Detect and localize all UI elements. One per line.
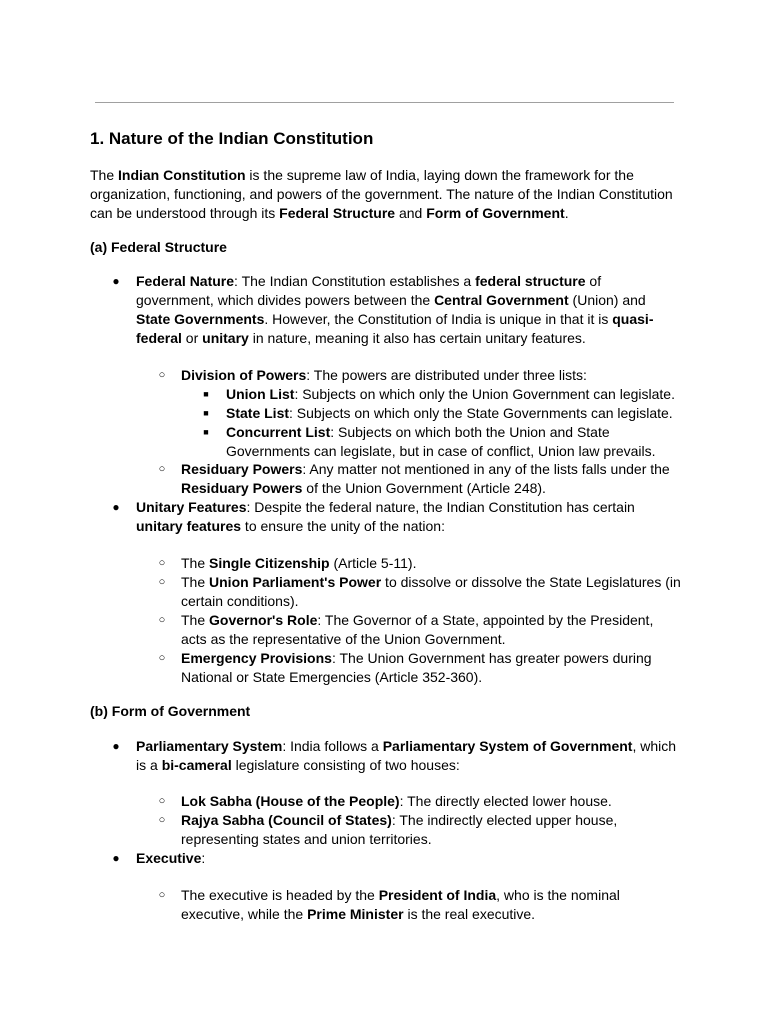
circle-marker: ○ bbox=[158, 614, 166, 626]
item-text: to dissolve or dissolve the State Legislatures (in certain conditions). bbox=[181, 574, 681, 609]
circle-marker: ○ bbox=[158, 652, 166, 664]
item-bold: bi-cameral bbox=[161, 757, 232, 773]
intro-bold: Form of Government bbox=[426, 205, 565, 221]
item-text: The executive is headed by the bbox=[181, 887, 379, 903]
list-item-parliament-power bbox=[181, 573, 681, 611]
list-item-residuary-powers bbox=[181, 460, 681, 498]
circle-marker: ○ bbox=[158, 557, 166, 569]
list-item-lok-sabha bbox=[181, 792, 681, 811]
item-text: : Any matter not mentioned in any of the lists falls under the bbox=[302, 461, 670, 477]
list-item-federal-nature bbox=[136, 272, 681, 348]
item-text: : Subjects on which only the Union Government can legislate. bbox=[294, 386, 675, 402]
item-bold: Emergency Provisions bbox=[181, 650, 332, 666]
item-bold: President of India bbox=[378, 887, 497, 903]
item-bold: Lok Sabha (House of the People) bbox=[181, 793, 400, 809]
intro-bold: Indian Constitution bbox=[118, 167, 246, 183]
list-item-single-citizenship bbox=[181, 554, 681, 573]
item-bold: Residuary Powers bbox=[181, 461, 303, 477]
item-bold: Parliamentary System of Government bbox=[382, 738, 633, 754]
item-text: in nature, meaning it also has certain unitary features. bbox=[248, 330, 586, 346]
list-item-division-of-powers bbox=[181, 366, 681, 385]
item-bold: unitary bbox=[202, 330, 249, 346]
circle-marker: ○ bbox=[158, 889, 166, 901]
item-text: : India follows a bbox=[282, 738, 383, 754]
item-bold: Division of Powers bbox=[181, 367, 307, 383]
list-item-rajya-sabha bbox=[181, 811, 681, 849]
circle-marker: ○ bbox=[158, 369, 166, 381]
item-text: : The powers are distributed under three lists: bbox=[306, 367, 587, 383]
item-text: of government, which divides powers between the bbox=[136, 273, 602, 308]
section-heading-federal-structure: (a) Federal Structure bbox=[90, 239, 227, 255]
square-marker: ■ bbox=[203, 427, 209, 437]
intro-text: and bbox=[395, 205, 427, 221]
item-text: : Subjects on which both the Union and State Governments can legislate, but in case of conflict, Union law prevails. bbox=[226, 424, 656, 459]
item-text: The bbox=[181, 555, 210, 571]
item-bold: Concurrent List bbox=[226, 424, 331, 440]
item-text: legislature consisting of two houses: bbox=[231, 757, 460, 773]
list-item-concurrent-list bbox=[226, 423, 681, 461]
page-title: 1. Nature of the Indian Constitution bbox=[90, 129, 374, 148]
item-bold: Unitary Features bbox=[136, 499, 247, 515]
bullet-marker: ● bbox=[112, 851, 120, 865]
item-text: of the Union Government (Article 248). bbox=[302, 480, 546, 496]
item-bold: Parliamentary System bbox=[136, 738, 283, 754]
item-text: , who is the nominal executive, while the bbox=[181, 887, 620, 922]
item-text: : The indirectly elected upper house, representing states and union territories. bbox=[181, 812, 618, 847]
list-item-unitary-features bbox=[136, 498, 681, 536]
item-bold: Prime Minister bbox=[307, 906, 404, 922]
item-bold: Executive bbox=[136, 850, 202, 866]
square-marker: ■ bbox=[203, 408, 209, 418]
item-bold: Single Citizenship bbox=[209, 555, 330, 571]
bullet-marker: ● bbox=[112, 274, 120, 288]
list-item-emergency-provisions bbox=[181, 649, 681, 687]
item-text: or bbox=[181, 330, 203, 346]
item-bold: unitary features bbox=[136, 518, 242, 534]
item-bold: Rajya Sabha (Council of States) bbox=[181, 812, 392, 828]
item-bold: Union List bbox=[226, 386, 295, 402]
list-item-executive bbox=[136, 849, 681, 868]
item-text: . However, the Constitution of India is unique in that it is bbox=[264, 311, 613, 327]
circle-marker: ○ bbox=[158, 814, 166, 826]
item-text: : The Indian Constitution establishes a bbox=[234, 273, 476, 289]
item-bold: quasi-federal bbox=[136, 311, 654, 346]
item-bold: federal structure bbox=[475, 273, 586, 289]
item-bold: Residuary Powers bbox=[181, 480, 303, 496]
bullet-marker: ● bbox=[112, 500, 120, 514]
horizontal-rule bbox=[95, 102, 674, 103]
item-bold: Federal Nature bbox=[136, 273, 235, 289]
intro-text: . bbox=[564, 205, 569, 221]
item-text: : The Union Government has greater powers during National or State Emergencies (Article 352-360). bbox=[181, 650, 652, 685]
item-text: : The Governor of a State, appointed by the President, acts as the representative of the Union Government. bbox=[181, 612, 654, 647]
bullet-marker: ● bbox=[112, 739, 120, 753]
list-item-union-list bbox=[226, 385, 681, 404]
list-item-parliamentary-system bbox=[136, 737, 681, 775]
item-bold: State Governments bbox=[136, 311, 265, 327]
item-text: : The directly elected lower house. bbox=[399, 793, 612, 809]
circle-marker: ○ bbox=[158, 576, 166, 588]
list-item-governor-role bbox=[181, 611, 681, 649]
list-item-executive-detail bbox=[181, 886, 681, 924]
item-text: (Union) and bbox=[568, 292, 646, 308]
item-text: , which is a bbox=[136, 738, 677, 773]
intro-text: is the supreme law of India, laying down the framework for the organization, functioning, and powers of the government. The nature of the Indian Constitution can be understood through its bbox=[90, 167, 673, 221]
item-bold: Union Parliament's Power bbox=[209, 574, 382, 590]
list-item-state-list bbox=[226, 404, 681, 423]
section-heading-form-of-government: (b) Form of Government bbox=[90, 703, 251, 719]
square-marker: ■ bbox=[203, 389, 209, 399]
item-bold: State List bbox=[226, 405, 290, 421]
item-text: is the real executive. bbox=[403, 906, 536, 922]
item-text: The bbox=[181, 574, 210, 590]
circle-marker: ○ bbox=[158, 795, 166, 807]
item-text: : Despite the federal nature, the Indian Constitution has certain bbox=[246, 499, 635, 515]
item-bold: Central Government bbox=[434, 292, 569, 308]
intro-text: The bbox=[90, 167, 119, 183]
item-bold: Governor's Role bbox=[209, 612, 318, 628]
intro-bold: Federal Structure bbox=[279, 205, 396, 221]
intro-paragraph bbox=[90, 166, 690, 223]
item-text: (Article 5-11). bbox=[329, 555, 417, 571]
item-text: The bbox=[181, 612, 210, 628]
item-text: : bbox=[201, 850, 206, 866]
item-text: to ensure the unity of the nation: bbox=[241, 518, 445, 534]
item-text: : Subjects on which only the State Governments can legislate. bbox=[289, 405, 673, 421]
circle-marker: ○ bbox=[158, 463, 166, 475]
